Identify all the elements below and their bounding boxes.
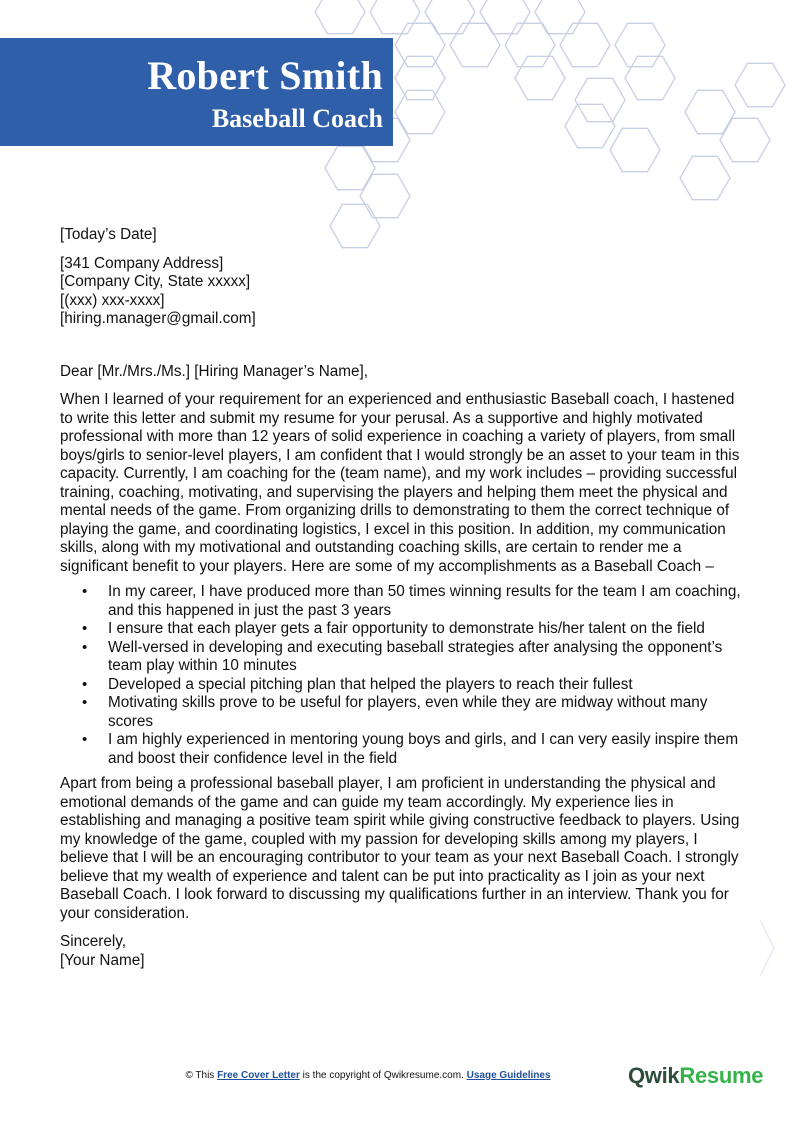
hexagon-shape [480, 0, 530, 34]
closing-paragraph: Apart from being a professional baseball player, I am proficient in understanding the physical and emotional demands of the game and can guide my team accordingly. My experience lies in establishing and managing a positive team spirit while giving constructive feedback to players. Using my knowledge of the game, coupled with my passion for developing skills among my players, I believe that I will be an encouraging contributor to your team as your next Baseball Coach. I strongly believe that my wealth of experience and talent can be put into practicality as I join as your next Baseball Coach. I look forward to discussing my qualifications further in an interview. Thank you for your consideration. [60, 775, 740, 922]
address-line: [341 Company Address] [60, 254, 224, 272]
hexagon-shape [315, 0, 365, 34]
accomplishments-list [60, 583, 750, 768]
list-item: • I ensure that each player gets a fair opportunity to demonstrate his/her talent on the field [108, 620, 750, 639]
free-cover-letter-link[interactable]: Free Cover Letter [217, 1070, 300, 1081]
usage-guidelines-link[interactable]: Usage Guidelines [466, 1070, 551, 1081]
footer-prefix: © This [185, 1070, 218, 1081]
footer-middle: is the copyright of Qwikresume.com. [299, 1070, 467, 1081]
hexagon-shape [535, 0, 585, 34]
job-title: Baseball Coach [211, 104, 383, 133]
hexagon-shape [625, 56, 675, 99]
qwikresume-logo[interactable] [628, 1063, 763, 1089]
list-item: • Developed a special pitching plan that helped the players to reach their fullest [108, 676, 750, 695]
intro-paragraph: When I learned of your requirement for an experienced and enthusiastic Baseball coach, I hastened to write this letter and submit my resume for your perusal. As a supportive and highly motivated professional with more than 12 years of solid experience in coaching a variety of players, from small boys/girls to senior-level players, I am confident that I would strongly be an asset to your team in this capacity. Currently, I am coaching for the (team name), and my work includes – providing successful training, coaching, motivating, and supervising the players and helping them meet the physical and mental needs of the game. From organizing drills to demonstrating to them the correct technique of playing the game, and coordinating logistics, I excel in this position. In addition, my communication skills, along with my motivational and outstanding coaching skills, are certain to render me a significant benefit to your players. Here are some of my accomplishments as a Baseball Coach – [60, 391, 740, 575]
hexagon-shape [370, 0, 420, 34]
logo-part-qwik: Qwik [628, 1063, 680, 1088]
address-line: [Company City, State xxxxx] [60, 273, 251, 290]
hexagon-shape [395, 23, 445, 66]
applicant-name: Robert Smith [147, 53, 383, 98]
list-item: • Well-versed in developing and executing baseball strategies after analysing the opponent’s team play within 10 minutes [108, 639, 750, 676]
hexagon-shape [560, 23, 610, 66]
letter-body [60, 226, 750, 970]
recipient-address [60, 255, 750, 329]
header-band [0, 38, 393, 146]
hexagon-shape [395, 56, 445, 99]
hexagon-shape [425, 0, 475, 34]
logo-part-resume: Resume [679, 1063, 764, 1088]
list-item: • Motivating skills prove to be useful for players, even while they are midway without many scores [108, 694, 750, 731]
copyright-footer [0, 1070, 736, 1081]
letter-date: [Today’s Date] [60, 226, 157, 243]
signature: [Your Name] [60, 951, 145, 969]
chevron-right-icon [758, 918, 776, 978]
hexagon-shape [450, 23, 500, 66]
hexagon-shape [680, 156, 730, 199]
hexagon-shape [565, 104, 615, 147]
list-item: • In my career, I have produced more than 50 times winning results for the team I am coaching, and this happened in just the past 3 years [108, 583, 750, 620]
greeting: Dear [Mr./Mrs./Ms.] [Hiring Manager’s Name], [60, 362, 368, 380]
address-line: [hiring.manager@gmail.com] [60, 310, 256, 327]
list-item: • I am highly experienced in mentoring young boys and girls, and I can very easily inspire them and boost their confidence level in the field [108, 731, 750, 768]
hexagon-shape [615, 23, 665, 66]
hexagon-shape [515, 56, 565, 99]
address-line: [(xxx) xxx-xxxx] [60, 291, 165, 309]
hexagon-shape [735, 63, 785, 106]
hexagon-shape [505, 23, 555, 66]
closing: Sincerely, [60, 933, 127, 950]
hexagon-shape [610, 128, 660, 171]
hexagon-shape [575, 78, 625, 121]
